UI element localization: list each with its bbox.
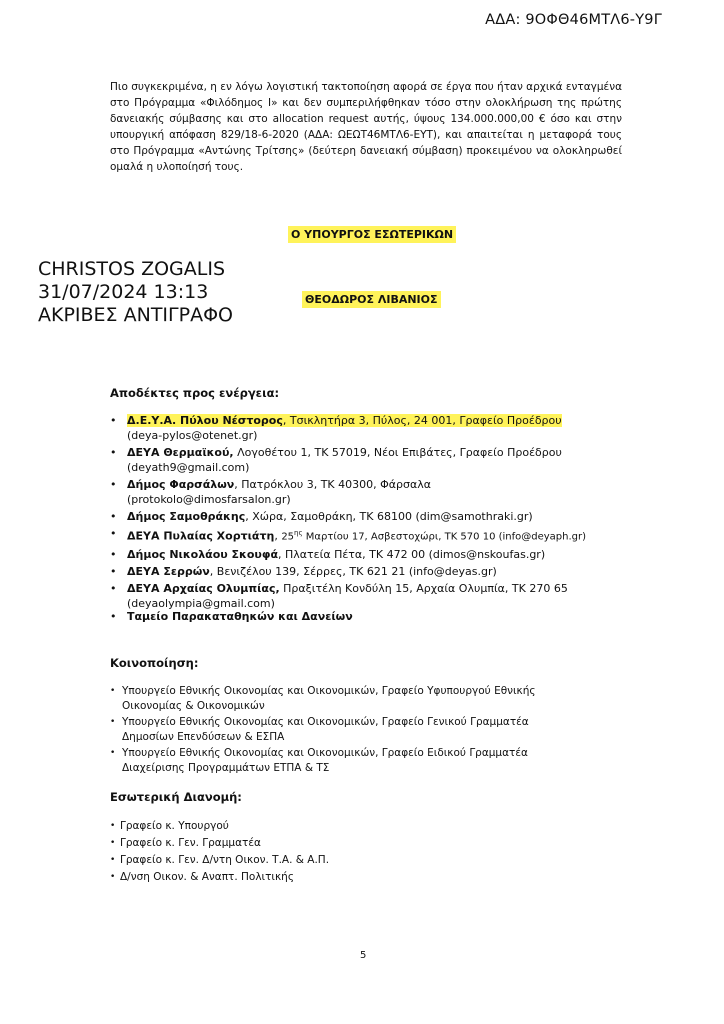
bullet-icon: • (110, 838, 116, 848)
recipient-name: ΔΕΥΑ Θερμαϊκού, (127, 446, 234, 459)
notification-line: Οικονομίας & Οικονομικών (122, 700, 265, 712)
bullet-icon: • (110, 478, 117, 491)
recipient-address-2: Μαρτίου 17, Ασβεστοχώρι, ΤΚ 570 10 (info@deyaph.gr) (302, 531, 587, 543)
bullet-icon: • (110, 581, 117, 595)
recipient-address: , Χώρα, Σαμοθράκη, ΤΚ 68100 (dim@samothraki.gr) (245, 510, 533, 523)
bullet-icon: • (110, 855, 116, 865)
notification-list (110, 684, 622, 777)
recipient-address: , Τσικλητήρα 3, Πύλος, 24 001, Γραφείο Προέδρου (282, 414, 562, 427)
notification-line: Υπουργείο Εθνικής Οικονομίας και Οικονομικών, Γραφείο Γενικού Γραμματέα (122, 716, 529, 728)
digital-signature (38, 258, 233, 327)
minister-title (288, 228, 456, 241)
recipients-list (110, 413, 630, 613)
recipients-heading: Αποδέκτες προς ενέργεια: (110, 386, 280, 400)
notification-line: Δημοσίων Επενδύσεων & ΕΣΠΑ (122, 731, 285, 743)
list-item (110, 852, 329, 869)
bullet-icon: • (110, 414, 117, 427)
recipient-address: , Πλατεία Πέτα, ΤΚ 472 00 (dimos@nskoufas.gr) (278, 547, 546, 561)
list-item (110, 835, 329, 852)
superscript: ης (294, 529, 303, 537)
bullet-icon: • (110, 748, 116, 758)
recipient-highlight (127, 414, 562, 427)
notification-line: Υπουργείο Εθνικής Οικονομίας και Οικονομικών, Γραφείο Ειδικού Γραμματέα (122, 747, 528, 759)
bullet-icon: • (110, 717, 116, 727)
bullet-icon: • (110, 446, 117, 459)
signature-datetime: 31/07/2024 13:13 (38, 281, 209, 303)
recipient-address: , Πατρόκλου 3, ΤΚ 40300, Φάρσαλα (234, 478, 431, 491)
list-item (110, 684, 622, 714)
recipient-name: Δήμος Φαρσάλων (127, 478, 235, 491)
fund-item (110, 609, 353, 626)
recipient-address: Λογοθέτου 1, ΤΚ 57019, Νέοι Επιβάτες, Γραφείο Προέδρου (233, 446, 562, 459)
bullet-icon: • (110, 610, 117, 623)
bullet-icon: • (110, 547, 117, 561)
body-paragraph: Πιο συγκεκριμένα, η εν λόγω λογιστική τακτοποίηση αφορά σε έργα που ήταν αρχικά ενταγμένα στο Πρόγραμμα «Φιλόδημος Ι» και δεν συμπεριλήφθηκαν τόσο στην ολοκλήρωση της πρώτης δανειακής σύμβασης και στο allocation request αυτής, ύψους 134.000.000,00 € όσο και στην υπουργική απόφαση 829/18-6-2020 (ΑΔΑ: ΩΕΩΤ46ΜΤΛ6-ΕΥΤ), και απαιτείται η μεταφορά τους στο Πρόγραμμα «Αντώνης Τρίτσης» (δεύτερη δανειακή σύμβαση) προκειμένου να ολοκληρωθεί ομαλά η υλοποίησή τους. (110, 81, 622, 173)
bullet-icon: • (110, 510, 117, 523)
recipient-email: (protokolo@dimosfarsalon.gr) (127, 493, 291, 506)
recipient-name: Δήμος Νικολάου Σκουφά (127, 547, 279, 561)
signer-name-text: ΘΕΟΔΩΡΟΣ ΛΙΒΑΝΙΟΣ (302, 291, 441, 308)
notification-line: Διαχείρισης Προγραμμάτων ΕΤΠΑ & ΤΣ (122, 762, 330, 774)
bullet-icon: • (110, 872, 116, 882)
recipient-email: (deyaolympia@gmail.com) (127, 596, 275, 610)
recipient-email: (deyath9@gmail.com) (127, 461, 250, 474)
bullet-icon: • (110, 527, 117, 540)
internal-list (110, 818, 329, 886)
recipient-address-number: 25 (281, 531, 295, 543)
recipient-address: , Βενιζέλου 139, Σέρρες, ΤΚ 621 21 (info@deyas.gr) (209, 564, 497, 578)
fund-name: Ταμείο Παρακαταθηκών και Δανείων (127, 610, 353, 623)
signature-name: CHRISTOS ZOGALIS (38, 258, 226, 280)
minister-title-text: Ο ΥΠΟΥΡΓΟΣ ΕΣΩΤΕΡΙΚΩΝ (288, 226, 456, 243)
list-item (110, 564, 630, 579)
notification-line: Υπουργείο Εθνικής Οικονομίας και Οικονομικών, Γραφείο Υφυπουργού Εθνικής (122, 685, 536, 697)
bullet-icon: • (110, 686, 116, 696)
recipient-name: ΔΕΥΑ Σερρών (127, 564, 210, 578)
bullet-icon: • (110, 564, 117, 578)
signer-name (302, 293, 441, 306)
list-item (110, 477, 630, 507)
recipient-name: Δ.Ε.Υ.Α. Πύλου Νέστορος (127, 414, 283, 427)
internal-item: Δ/νση Οικον. & Αναπτ. Πολιτικής (120, 871, 294, 883)
recipient-address: , (274, 529, 278, 543)
recipient-address: Πραξιτέλη Κονδύλη 15, Αρχαία Ολυμπία, ΤΚ 270 65 (279, 581, 568, 595)
recipient-name: ΔΕΥΑ Αρχαίας Ολυμπίας, (127, 581, 280, 595)
list-item (110, 445, 630, 475)
internal-heading: Εσωτερική Διανομή: (110, 790, 242, 804)
list-item (110, 746, 622, 776)
list-item (110, 869, 329, 886)
recipient-email: (deya-pylos@otenet.gr) (127, 429, 258, 442)
list-item (110, 715, 622, 745)
ada-code: ΑΔΑ: 9ΟΦΘ46ΜΤΛ6-Υ9Γ (485, 12, 662, 28)
recipient-name: Δήμος Σαμοθράκης (127, 510, 246, 523)
page-number: 5 (360, 950, 367, 961)
signature-note: ΑΚΡΙΒΕΣ ΑΝΤΙΓΡΑΦΟ (38, 304, 233, 326)
list-item (110, 413, 630, 443)
recipient-name: ΔΕΥΑ Πυλαίας Χορτιάτη (127, 529, 275, 543)
internal-item: Γραφείο κ. Υπουργού (120, 820, 229, 832)
list-item (110, 509, 630, 524)
bullet-icon: • (110, 821, 116, 831)
list-item (110, 818, 329, 835)
internal-item: Γραφείο κ. Γεν. Γραμματέα (120, 837, 261, 849)
list-item (110, 547, 630, 562)
list-item (110, 526, 630, 545)
list-item (110, 581, 630, 611)
notification-heading: Κοινοποίηση: (110, 656, 199, 670)
internal-item: Γραφείο κ. Γεν. Δ/ντη Οικον. Τ.Α. & Α.Π. (120, 854, 330, 866)
